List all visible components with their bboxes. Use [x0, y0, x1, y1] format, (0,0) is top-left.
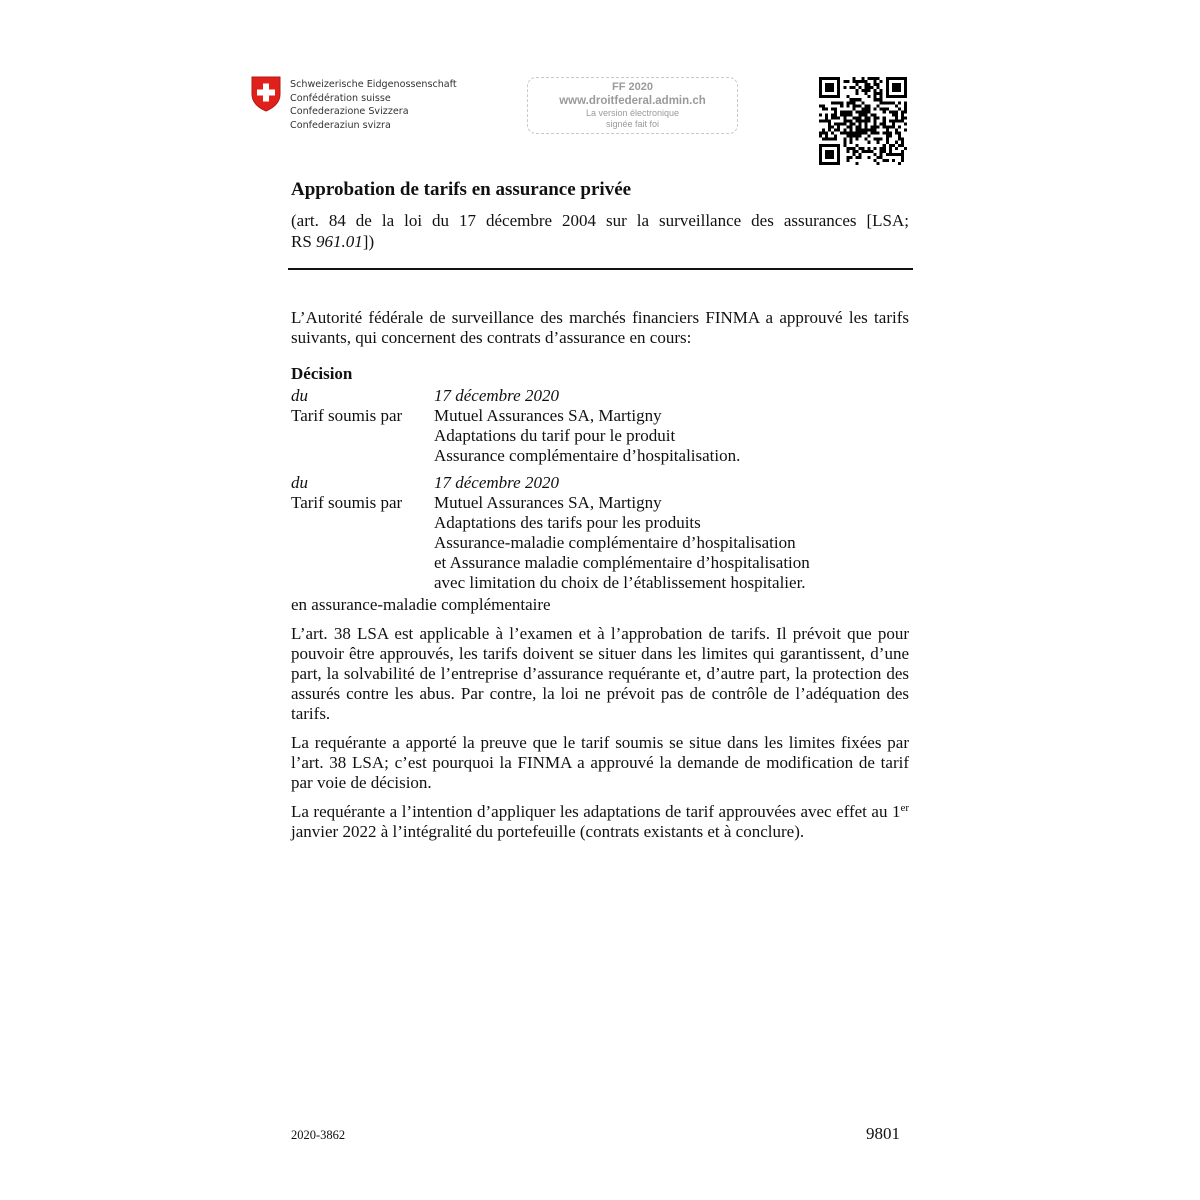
- confederation-name-fr: Confédération suisse: [290, 92, 391, 104]
- domain-line: en assurance-maladie complémentaire: [291, 595, 551, 614]
- ordinal-suffix: er: [900, 802, 909, 814]
- decision-detail-line: avec limitation du choix de l’établissement hospitalier.: [434, 573, 806, 592]
- confederation-name-de: Schweizerische Eidgenossenschaft: [290, 79, 457, 90]
- stamp-line-3: La version électronique: [585, 108, 680, 118]
- decision-entry-1: [291, 386, 909, 466]
- decision-submitted-label: Tarif soumis par: [291, 493, 403, 512]
- decision-heading: Décision: [291, 364, 353, 383]
- decision-detail-line: Assurance complémentaire d’hospitalisation.: [434, 446, 741, 465]
- page-title: Approbation de tarifs en assurance privée: [291, 179, 632, 200]
- legal-reference-line-2: [291, 231, 909, 252]
- confederation-names: [290, 78, 457, 132]
- decision-date: 17 décembre 2020: [434, 473, 559, 492]
- body-paragraph-3-part-2: janvier 2022 à l’intégralité du portefeuille (contrats existants et à conclure).: [291, 822, 805, 841]
- decision-detail-line: Assurance-maladie complémentaire d’hospitalisation: [434, 533, 796, 552]
- body-paragraph-3-part-1: La requérante a l’intention d’appliquer les adaptations de tarif approuvées avec effet au 1: [291, 802, 901, 821]
- decision-submitted-label: Tarif soumis par: [291, 406, 403, 425]
- document-body: [291, 308, 909, 842]
- decision-details: [434, 406, 740, 466]
- stamp-line-4: signée fait foi: [605, 119, 660, 129]
- page-number: 9801: [866, 1124, 900, 1143]
- swiss-coat-of-arms-icon: [251, 76, 281, 112]
- body-paragraph-3: [291, 802, 909, 842]
- legal-reference: [291, 210, 909, 252]
- title-divider: [288, 268, 913, 270]
- body-paragraph-1: L’art. 38 LSA est applicable à l’examen et à l’approbation de tarifs. Il prévoit que pour pouvoir être approuvés, les tarifs doivent se situer dans les limites qui garantissent, d’une part, la solvabilité de l’entreprise d’assurance requérante et, d’autre part, la protection des assurés contre les abus. Par contre, la loi ne prévoit pas de contrôle de l’adéquation des tarifs.: [291, 624, 909, 723]
- decision-detail-line: Adaptations des tarifs pour les produits: [434, 513, 701, 532]
- body-paragraph-2: La requérante a apporté la preuve que le tarif soumis se situe dans les limites fixées par l’art. 38 LSA; c’est pourquoi la FINMA a approuvé la demande de modification de tarif par voie de décision.: [291, 733, 909, 792]
- stamp-url[interactable]: www.droitfederal.admin.ch: [559, 95, 706, 107]
- decision-detail-line: Mutuel Assurances SA, Martigny: [434, 406, 662, 425]
- decision-details: [434, 493, 810, 593]
- legal-reference-number: 961.01: [316, 232, 363, 251]
- qr-code-icon: [819, 77, 907, 165]
- confederation-name-it: Confederazione Svizzera: [290, 106, 409, 118]
- legal-reference-line-1: (art. 84 de la loi du 17 décembre 2004 sur la surveillance des assurances [LSA;: [291, 211, 909, 230]
- decision-date: 17 décembre 2020: [434, 386, 559, 405]
- decision-detail-line: Mutuel Assurances SA, Martigny: [434, 493, 662, 512]
- intro-paragraph: L’Autorité fédérale de surveillance des marchés financiers FINMA a approuvé les tarifs suivants, qui concernent des contrats d’assurance en cours:: [291, 308, 909, 347]
- decision-du-label: du: [291, 386, 308, 405]
- legal-reference-suffix: ]): [362, 232, 375, 251]
- decision-detail-line: Adaptations du tarif pour le produit: [434, 426, 676, 445]
- confederation-name-rm: Confederaziun svizra: [290, 119, 391, 131]
- stamp-line-1: FF 2020: [612, 81, 653, 93]
- legal-reference-prefix: RS: [291, 232, 317, 251]
- document-reference: 2020-3862: [291, 1128, 346, 1142]
- decision-entry-2: [291, 473, 909, 593]
- decision-du-label: du: [291, 473, 308, 492]
- electronic-version-stamp: [527, 77, 738, 134]
- decision-detail-line: et Assurance maladie complémentaire d’hospitalisation: [434, 553, 810, 572]
